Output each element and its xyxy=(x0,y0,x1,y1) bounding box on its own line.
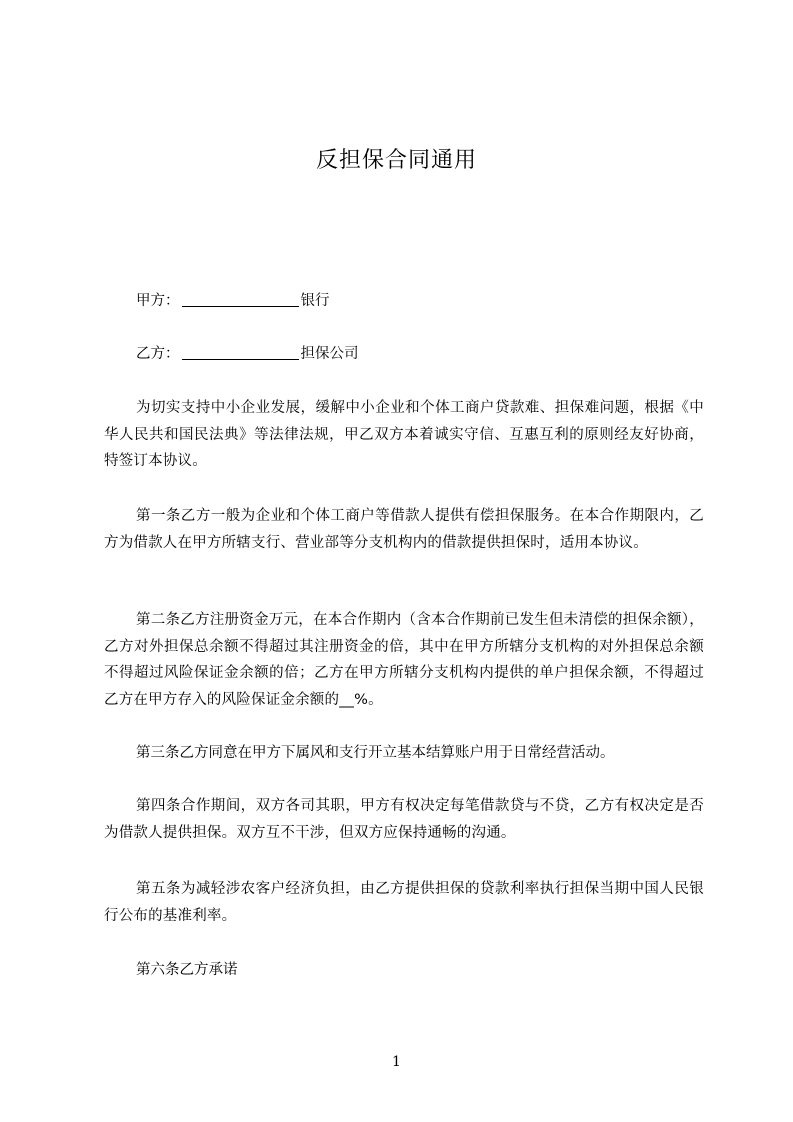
article-2-paragraph: 第二条乙方注册资金万元，在本合作期内（含本合作期前已发生但未清偿的担保余额），乙方对外担保总余额不得超过其注册资金的倍，其中在甲方所辖分支机构的对外担保总余额不得超过风险保证金余额的倍；乙方在甲方所辖分支机构内提供的单户担保余额，不得超过乙方在甲方存入的风险保证金余额的__%。 xyxy=(104,612,704,708)
party-a-line xyxy=(136,291,330,311)
party-b-suffix: 担保公司 xyxy=(300,346,359,362)
document-title: 反担保合同通用 xyxy=(315,148,477,173)
article-4-paragraph: 第四条合作期间，双方各司其职，甲方有权决定每笔借款贷与不贷，乙方有权决定是否为借款人提供担保。双方互不干涉，但双方应保持通畅的沟通。 xyxy=(104,798,704,841)
article-6-heading: 第六条乙方承诺 xyxy=(136,962,238,978)
article-1-paragraph: 第一条乙方一般为企业和个体工商户等借款人提供有偿担保服务。在本合作期限内，乙方为借款人在甲方所辖支行、营业部等分支机构内的借款提供担保时，适用本协议。 xyxy=(104,508,704,551)
page-number: 1 xyxy=(392,1054,401,1070)
party-a-blank xyxy=(182,292,299,307)
party-a-suffix: 银行 xyxy=(300,293,330,309)
article-3-paragraph: 第三条乙方同意在甲方下属风和支行开立基本结算账户用于日常经营活动。 xyxy=(136,745,615,761)
article-5-paragraph: 第五条为减轻涉农客户经济负担，由乙方提供担保的贷款利率执行担保当期中国人民银行公布的基准利率。 xyxy=(104,881,704,924)
party-a-label: 甲方： xyxy=(136,293,180,309)
party-b-line xyxy=(136,344,359,364)
preamble-paragraph: 为切实支持中小企业发展，缓解中小企业和个体工商户贷款难、担保难问题，根据《中华人民共和国民法典》等法律法规，甲乙双方本着诚实守信、互惠互利的原则经友好协商，特签订本协议。 xyxy=(104,400,704,469)
party-b-blank xyxy=(182,345,299,360)
party-b-label: 乙方： xyxy=(136,346,180,362)
